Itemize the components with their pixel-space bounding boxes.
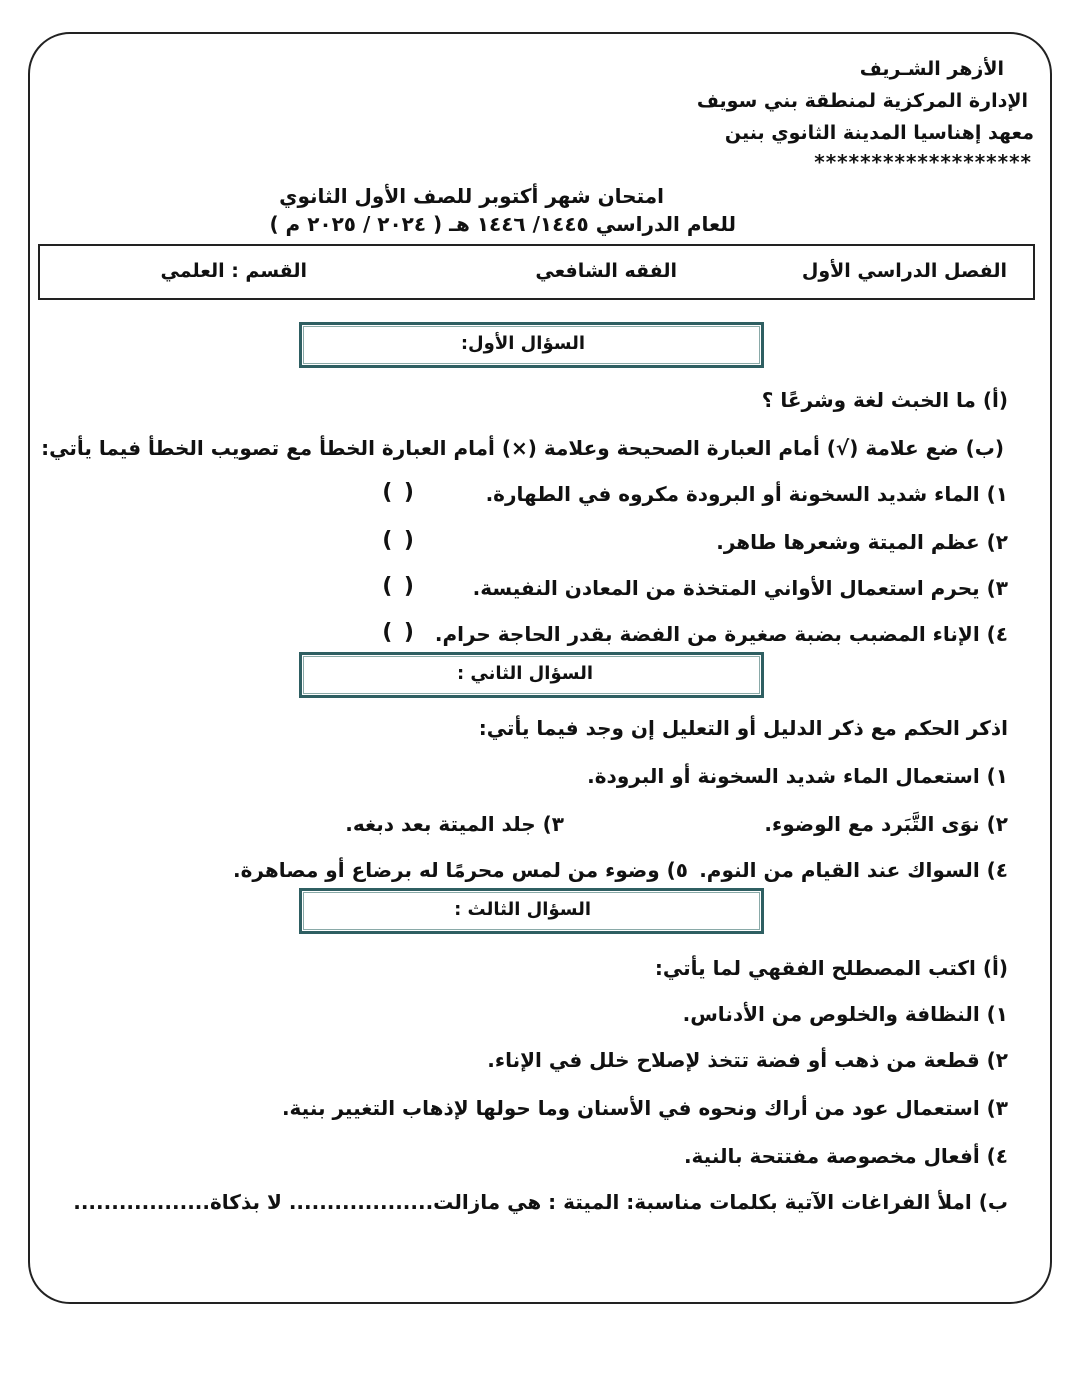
q1-item-2: ٢) عظم الميتة وشعرها طاهر. [716, 530, 1008, 554]
q1-item-2-answer-blank: ( ) [382, 528, 416, 553]
question-3-heading: السؤال الثالث : [454, 899, 591, 920]
question-1-heading: السؤال الأول: [460, 333, 585, 354]
question-3-heading-box [299, 888, 764, 934]
q1-item-1: ١) الماء شديد السخونة أو البرودة مكروه في الطهارة. [485, 482, 1008, 506]
exam-title: امتحان شهر أكتوبر للصف الأول الثانوي [279, 184, 664, 208]
question-2-heading-box [299, 652, 764, 698]
q3-item-3: ٣) استعمال عود من أراك ونحوه في الأسنان وما حولها لإذهاب التغيير بنية. [281, 1096, 1008, 1120]
q3-part-a: (أ) اكتب المصطلح الفقهي لما يأتي: [654, 956, 1008, 980]
q1-item-4: ٤) الإناء المضبب بضبة صغيرة من الفضة بقدر الحاجة حرام. [434, 622, 1008, 646]
q1-part-b: (ب) ضع علامة (√) أمام العبارة الصحيحة وعلامة (×) أمام العبارة الخطأ مع تصويب الخطأ فيما يأتي: [41, 436, 1004, 460]
q3-item-2: ٢) قطعة من ذهب أو فضة تتخذ لإصلاح خلل في الإناء. [487, 1048, 1008, 1072]
exam-subject: الفقه الشافعي [535, 260, 677, 282]
q1-item-4-answer-blank: ( ) [382, 620, 416, 645]
q1-part-a: (أ) ما الخبث لغة وشرعًا ؟ [761, 388, 1008, 412]
header-stars: ******************* [814, 150, 1032, 174]
header-institute: معهد إهناسيا المدينة الثانوي بنين [724, 122, 1034, 144]
exam-info-box [38, 244, 1035, 300]
q2-item-2: ٢) نوَى التَّبَرد مع الوضوء. [764, 812, 1008, 836]
q3-item-1: ١) النظافة والخلوص من الأدناس. [682, 1002, 1008, 1026]
question-1-heading-box [299, 322, 764, 368]
q3-part-b: ب) املأ الفراغات الآتية بكلمات مناسبة: الميتة : هي مازالت................... لا بذكاة.................. [73, 1190, 1008, 1214]
q2-item-3: ٣) جلد الميتة بعد دبغه. [345, 812, 564, 836]
q1-item-3: ٣) يحرم استعمال الأواني المتخذة من المعادن النفيسة. [472, 576, 1008, 600]
q1-item-3-answer-blank: ( ) [382, 574, 416, 599]
q3-item-4: ٤) أفعال مخصوصة مفتتحة بالنية. [683, 1144, 1008, 1168]
q2-intro: اذكر الحكم مع ذكر الدليل أو التعليل إن وجد فيما يأتي: [478, 716, 1008, 740]
q2-item-4: ٤) السواك عند القيام من النوم. [699, 858, 1008, 882]
header-azhar: الأزهر الشـريف [859, 58, 1004, 80]
exam-term: الفصل الدراسي الأول [801, 260, 1007, 282]
exam-year: للعام الدراسي ١٤٤٥/ ١٤٤٦ هـ ( ٢٠٢٤ / ٢٠٢٥ م ) [269, 212, 736, 236]
q1-item-1-answer-blank: ( ) [382, 480, 416, 505]
q2-item-5: ٥) وضوء من لمس محرمًا له برضاع أو مصاهرة. [233, 858, 688, 882]
header-administration: الإدارة المركزية لمنطقة بني سويف [696, 90, 1028, 112]
q2-item-1: ١) استعمال الماء شديد السخونة أو البرودة. [587, 764, 1008, 788]
question-2-heading: السؤال الثاني : [456, 663, 593, 684]
exam-section: القسم : العلمي [160, 260, 307, 282]
